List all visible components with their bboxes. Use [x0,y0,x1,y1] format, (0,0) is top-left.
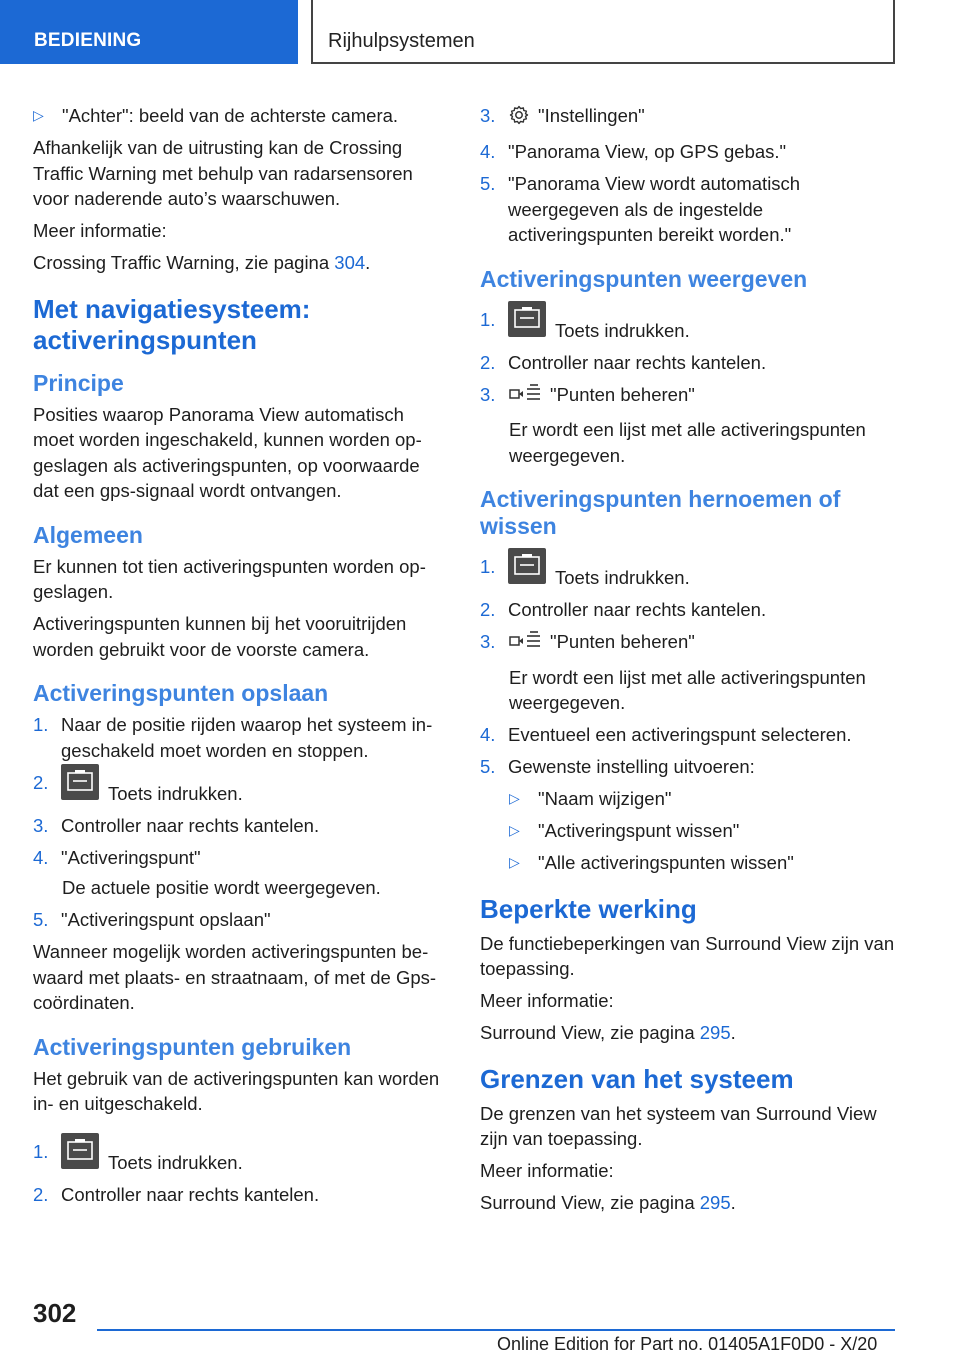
step-number: 3. [33,814,49,836]
page-link-304[interactable]: 304 [334,252,366,273]
step-number: 1. [480,556,496,577]
list-item [33,770,448,807]
step-number: 1. [33,1140,49,1162]
list-item [33,103,448,129]
paragraph: Afhankelijk van de uitrusting kan de Crossing Traffic Warning met behulp van radarsensoren voor naderende auto’s waarschuwen. [33,137,413,209]
step-number: 2. [33,771,49,793]
step-text: Toets indrukken. [108,782,243,804]
list-item [480,139,900,165]
paragraph: Het gebruik van de activeringspunten kan worden in- en uitgeschakeld. [33,1067,440,1114]
step-number: 4. [480,724,496,745]
camera-button-icon [61,1133,99,1169]
list-item [480,754,900,780]
right-column [480,103,900,1222]
list-item [33,1182,448,1208]
manage-points-icon [508,630,542,659]
step-number: 5. [480,756,496,777]
list-item [33,712,448,763]
list-item [33,813,448,839]
list-item [480,350,900,376]
step-number: 4. [480,141,496,162]
step-number: 4. [33,846,49,868]
sub-list-text: "Alle activeringspunten wissen" [538,852,794,873]
step-body [508,307,900,344]
paragraph: De functiebeperkingen van Surround View zijn van toepassing. [480,932,895,979]
heading-nav-activeringspunten: Met navigatiesysteem: activeringspunten [33,293,311,355]
page-number: 302 [33,1298,77,1328]
step-text: Toets indrukken. [108,1151,243,1173]
heading-algemeen: Algemeen [33,521,143,548]
footer-divider [97,1329,895,1331]
step-body [508,629,900,659]
step-text: Controller naar rechts kantelen. [508,599,767,620]
page-link-295[interactable]: 295 [699,1192,731,1213]
list-item-text: "Achter": beeld van de achterste camera. [62,105,399,126]
sub-list-text: "Activeringspunt wissen" [538,820,740,841]
list-item [33,845,448,871]
step-text: Eventueel een activeringspunt selecteren. [508,724,852,745]
list-item [480,554,900,591]
step-number: 1. [33,714,49,735]
step-text: Toets indrukken. [555,567,690,588]
list-item [480,722,900,748]
step-body [61,770,448,807]
step-note: Er wordt een lijst met alle activeringspunten weergegeven. [509,666,866,713]
step-text: Naar de positie rijden waarop het systeem ingeschakeld moet worden en stoppen. [61,714,433,761]
paragraph: Activeringspunten kunnen bij het vooruitrijden worden gebruikt voor de voorste camera. [33,613,407,660]
bullet-triangle-icon: ▷ [33,107,44,123]
step-body [61,1139,448,1176]
bullet-triangle-icon: ▷ [509,790,520,806]
sub-list-item [480,850,900,876]
step-text: "Activeringspunt opslaan" [61,909,271,930]
paragraph: Wanneer mogelijk worden activeringspunten bewaard met plaats- en straatnaam, of met de Gps-coördinaten. [33,941,437,1013]
camera-button-icon [61,764,99,800]
reference-text: Surround View, zie pagina [480,1192,700,1213]
bullet-triangle-icon: ▷ [509,822,520,838]
sub-list-item [480,786,900,812]
camera-button-icon [508,548,546,584]
reference-paragraph: Surround View, zie pagina 295. [480,1022,736,1043]
reference-paragraph: Crossing Traffic Warning, zie pagina 304. [33,252,371,273]
heading-principe: Principe [33,369,124,396]
step-text: "Instellingen" [538,105,645,126]
gear-icon [508,104,530,133]
page-link-295[interactable]: 295 [699,1022,731,1043]
paragraph: Meer informatie: [480,990,614,1011]
reference-paragraph: Surround View, zie pagina 295. [480,1192,736,1213]
step-text: "Punten beheren" [550,631,695,652]
heading-weergeven: Activeringspunten weergeven [480,265,808,292]
reference-text: Surround View, zie pagina [480,1022,700,1043]
list-item [480,629,900,659]
manage-points-icon [508,383,542,412]
list-item [480,103,900,133]
list-item [480,171,900,248]
heading-beperkte-werking: Beperkte werking [480,893,697,924]
step-number: 3. [480,631,496,652]
paragraph: Meer informatie: [480,1160,614,1181]
step-body [508,554,900,591]
step-text: Controller naar rechts kantelen. [61,814,320,836]
step-text: "Activeringspunt" [61,846,201,868]
sub-list-item [480,818,900,844]
step-number: 2. [480,599,496,620]
step-number: 3. [480,383,496,405]
step-body [508,382,900,412]
sub-list-text: "Naam wijzigen" [538,788,672,809]
step-body [508,103,900,133]
step-text: Gewenste instelling uitvoeren: [508,756,755,777]
heading-hernoemen: Activeringspunten hernoemen of wissen [480,486,841,539]
step-text: Toets indrukken. [555,319,690,341]
step-number: 3. [480,105,496,126]
step-text: "Punten beheren" [550,383,695,405]
paragraph: Posities waarop Panorama View automatisch moet worden ingeschakeld, kunnen worden opgeslagen als activeringspunten, op voorwaarde dat een gps-signaal wordt ontvangen. [33,403,422,501]
step-text: "Panorama View wordt automatisch weergegeven als de ingestelde activeringspunten bereikt worden." [508,173,801,245]
list-item [480,307,900,344]
list-item [480,382,900,412]
step-number: 5. [480,173,496,194]
paragraph: Meer informatie: [33,220,167,241]
step-text: Controller naar rechts kantelen. [61,1183,320,1205]
heading-grenzen: Grenzen van het systeem [480,1063,794,1094]
list-item [33,907,448,933]
step-text: Controller naar rechts kantelen. [508,351,767,373]
heading-gebruiken: Activeringspunten gebruiken [33,1033,352,1060]
section-tab: BEDIENING [0,0,298,64]
step-number: 2. [480,351,496,373]
step-note: De actuele positie wordt weergegeven. [62,877,381,898]
step-note: Er wordt een lijst met alle activeringspunten weergegeven. [509,419,866,466]
step-number: 2. [33,1183,49,1205]
edition-text: Online Edition for Part no. 01405A1F0D0 - X/20 [497,1334,878,1354]
step-number: 5. [33,909,49,930]
step-number: 1. [480,308,496,330]
list-item [480,597,900,623]
left-column [33,103,448,1214]
camera-button-icon [508,301,546,337]
heading-opslaan: Activeringspunten opslaan [33,680,329,706]
paragraph: De grenzen van het systeem van Surround View zijn van toepassing. [480,1102,877,1149]
reference-text: Crossing Traffic Warning, zie pagina [33,252,335,273]
step-text: "Panorama View, op GPS gebas." [508,141,787,162]
chapter-title: Rijhulpsystemen [311,0,895,64]
bullet-triangle-icon: ▷ [509,854,520,870]
paragraph: Er kunnen tot tien activeringspunten worden opgeslagen. [33,555,426,602]
list-item [33,1139,448,1176]
